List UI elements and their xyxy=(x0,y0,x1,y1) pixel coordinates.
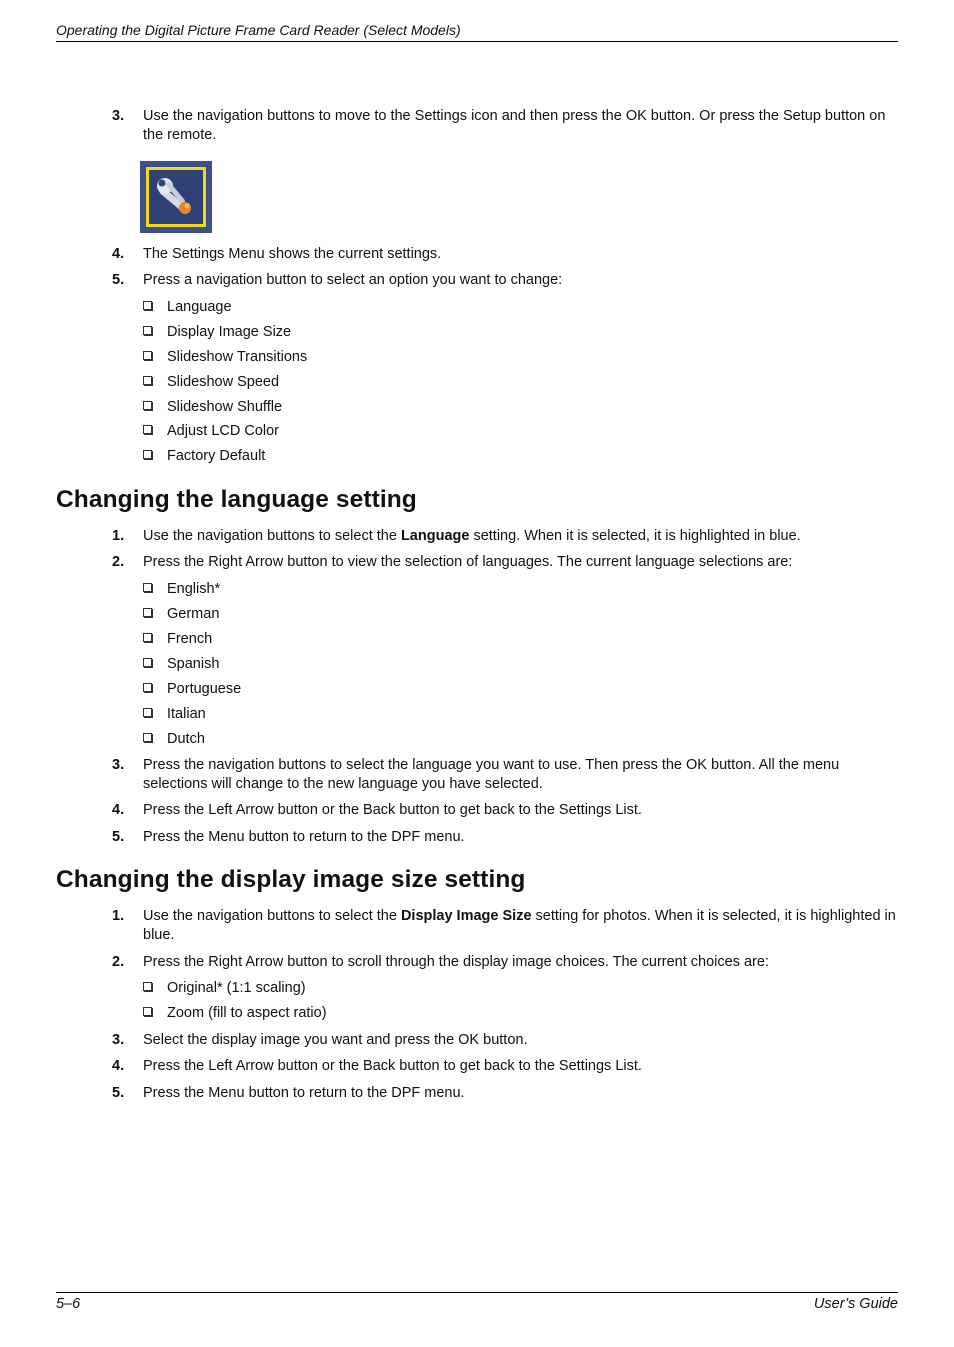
section-heading-language: Changing the language setting xyxy=(56,486,417,513)
step-text: Press the Menu button to return to the DPF menu. xyxy=(143,829,465,845)
step-number: 3. xyxy=(112,1032,125,1048)
list-item: Original* (1:1 scaling) xyxy=(143,979,306,998)
list-item: Slideshow Speed xyxy=(143,373,279,392)
step-number: 4. xyxy=(112,1058,125,1074)
step-text: Press the Right Arrow button to scroll through the display image choices. The current choices are: xyxy=(143,954,769,970)
wrench-screwdriver-icon xyxy=(149,170,203,224)
step-text: Use the navigation buttons to move to the Settings icon and then press the OK button. Or press the Setup button on the remote. xyxy=(143,108,886,143)
list-item: Slideshow Shuffle xyxy=(143,398,282,417)
intro-step-5 xyxy=(112,271,898,290)
list-item: Display Image Size xyxy=(143,323,291,342)
step-text: Press the Left Arrow button or the Back button to get back to the Settings List. xyxy=(143,1058,642,1074)
bullet-box-icon xyxy=(143,982,152,991)
list-item: Portuguese xyxy=(143,680,241,699)
step-number: 4. xyxy=(112,802,125,818)
running-footer xyxy=(56,1292,898,1312)
page-number: 5–6 xyxy=(56,1296,81,1312)
bullet-box-icon xyxy=(143,376,152,385)
bullet-box-icon xyxy=(143,326,152,335)
step-text: Press the navigation buttons to select the language you want to use. Then press the OK button. All the menu selections will change to the new language you have selected. xyxy=(143,757,840,792)
step-text: Select the display image you want and press the OK button. xyxy=(143,1032,528,1048)
list-item: Dutch xyxy=(143,730,205,749)
list-item: Italian xyxy=(143,705,206,724)
bullet-box-icon xyxy=(143,425,152,434)
language-step-5 xyxy=(112,828,898,847)
list-item: Adjust LCD Color xyxy=(143,422,279,441)
step-number: 1. xyxy=(112,908,125,924)
step-number: 5. xyxy=(112,272,125,288)
language-step-1 xyxy=(112,527,898,546)
step-number: 5. xyxy=(112,1085,125,1101)
list-item: English* xyxy=(143,580,220,599)
step-number: 5. xyxy=(112,829,125,845)
bullet-box-icon xyxy=(143,608,152,617)
step-text: The Settings Menu shows the current settings. xyxy=(143,246,442,262)
list-item: Language xyxy=(143,298,232,317)
display-step-1 xyxy=(112,907,898,945)
step-number: 2. xyxy=(112,954,125,970)
display-step-3 xyxy=(112,1031,898,1050)
step-number: 1. xyxy=(112,528,125,544)
display-step-4 xyxy=(112,1057,898,1076)
bullet-box-icon xyxy=(143,1007,152,1016)
display-step-2 xyxy=(112,953,898,972)
bullet-box-icon xyxy=(143,658,152,667)
bullet-box-icon xyxy=(143,633,152,642)
bullet-box-icon xyxy=(143,351,152,360)
list-item: German xyxy=(143,605,219,624)
intro-step-3 xyxy=(112,107,898,145)
running-header: Operating the Digital Picture Frame Card Reader (Select Models) xyxy=(56,22,898,42)
step-text: Press a navigation button to select an option you want to change: xyxy=(143,272,563,288)
ui-term: Display Image Size xyxy=(400,908,532,924)
list-item: French xyxy=(143,630,212,649)
bullet-box-icon xyxy=(143,401,152,410)
settings-icon xyxy=(140,161,212,233)
step-text: Press the Right Arrow button to view the selection of languages. The current language selections are: xyxy=(143,554,793,570)
language-step-4 xyxy=(112,801,898,820)
bullet-box-icon xyxy=(143,301,152,310)
section-heading-display-size: Changing the display image size setting xyxy=(56,866,526,893)
bullet-box-icon xyxy=(143,733,152,742)
step-number: 3. xyxy=(112,757,125,773)
step-text: Press the Left Arrow button or the Back button to get back to the Settings List. xyxy=(143,802,642,818)
step-text: Use the navigation buttons to select the Display Image Size setting for photos. When it is selected, it is highlighted in blue. xyxy=(143,908,896,943)
step-number: 4. xyxy=(112,246,125,262)
step-number: 2. xyxy=(112,554,125,570)
list-item: Spanish xyxy=(143,655,219,674)
bullet-box-icon xyxy=(143,683,152,692)
step-number: 3. xyxy=(112,108,125,124)
bullet-box-icon xyxy=(143,708,152,717)
list-item: Slideshow Transitions xyxy=(143,348,307,367)
guide-title: User’s Guide xyxy=(813,1296,898,1312)
settings-icon-frame xyxy=(146,167,206,227)
display-step-5 xyxy=(112,1084,898,1103)
ui-term: Language xyxy=(400,528,470,544)
list-item: Zoom (fill to aspect ratio) xyxy=(143,1004,327,1023)
bullet-box-icon xyxy=(143,450,152,459)
step-text: Use the navigation buttons to select the Language setting. When it is selected, it is highlighted in blue. xyxy=(143,528,801,544)
bullet-box-icon xyxy=(143,583,152,592)
list-item: Factory Default xyxy=(143,447,265,466)
intro-step-4 xyxy=(112,245,898,264)
language-step-3 xyxy=(112,756,898,794)
step-text: Press the Menu button to return to the DPF menu. xyxy=(143,1085,465,1101)
language-step-2 xyxy=(112,553,898,572)
